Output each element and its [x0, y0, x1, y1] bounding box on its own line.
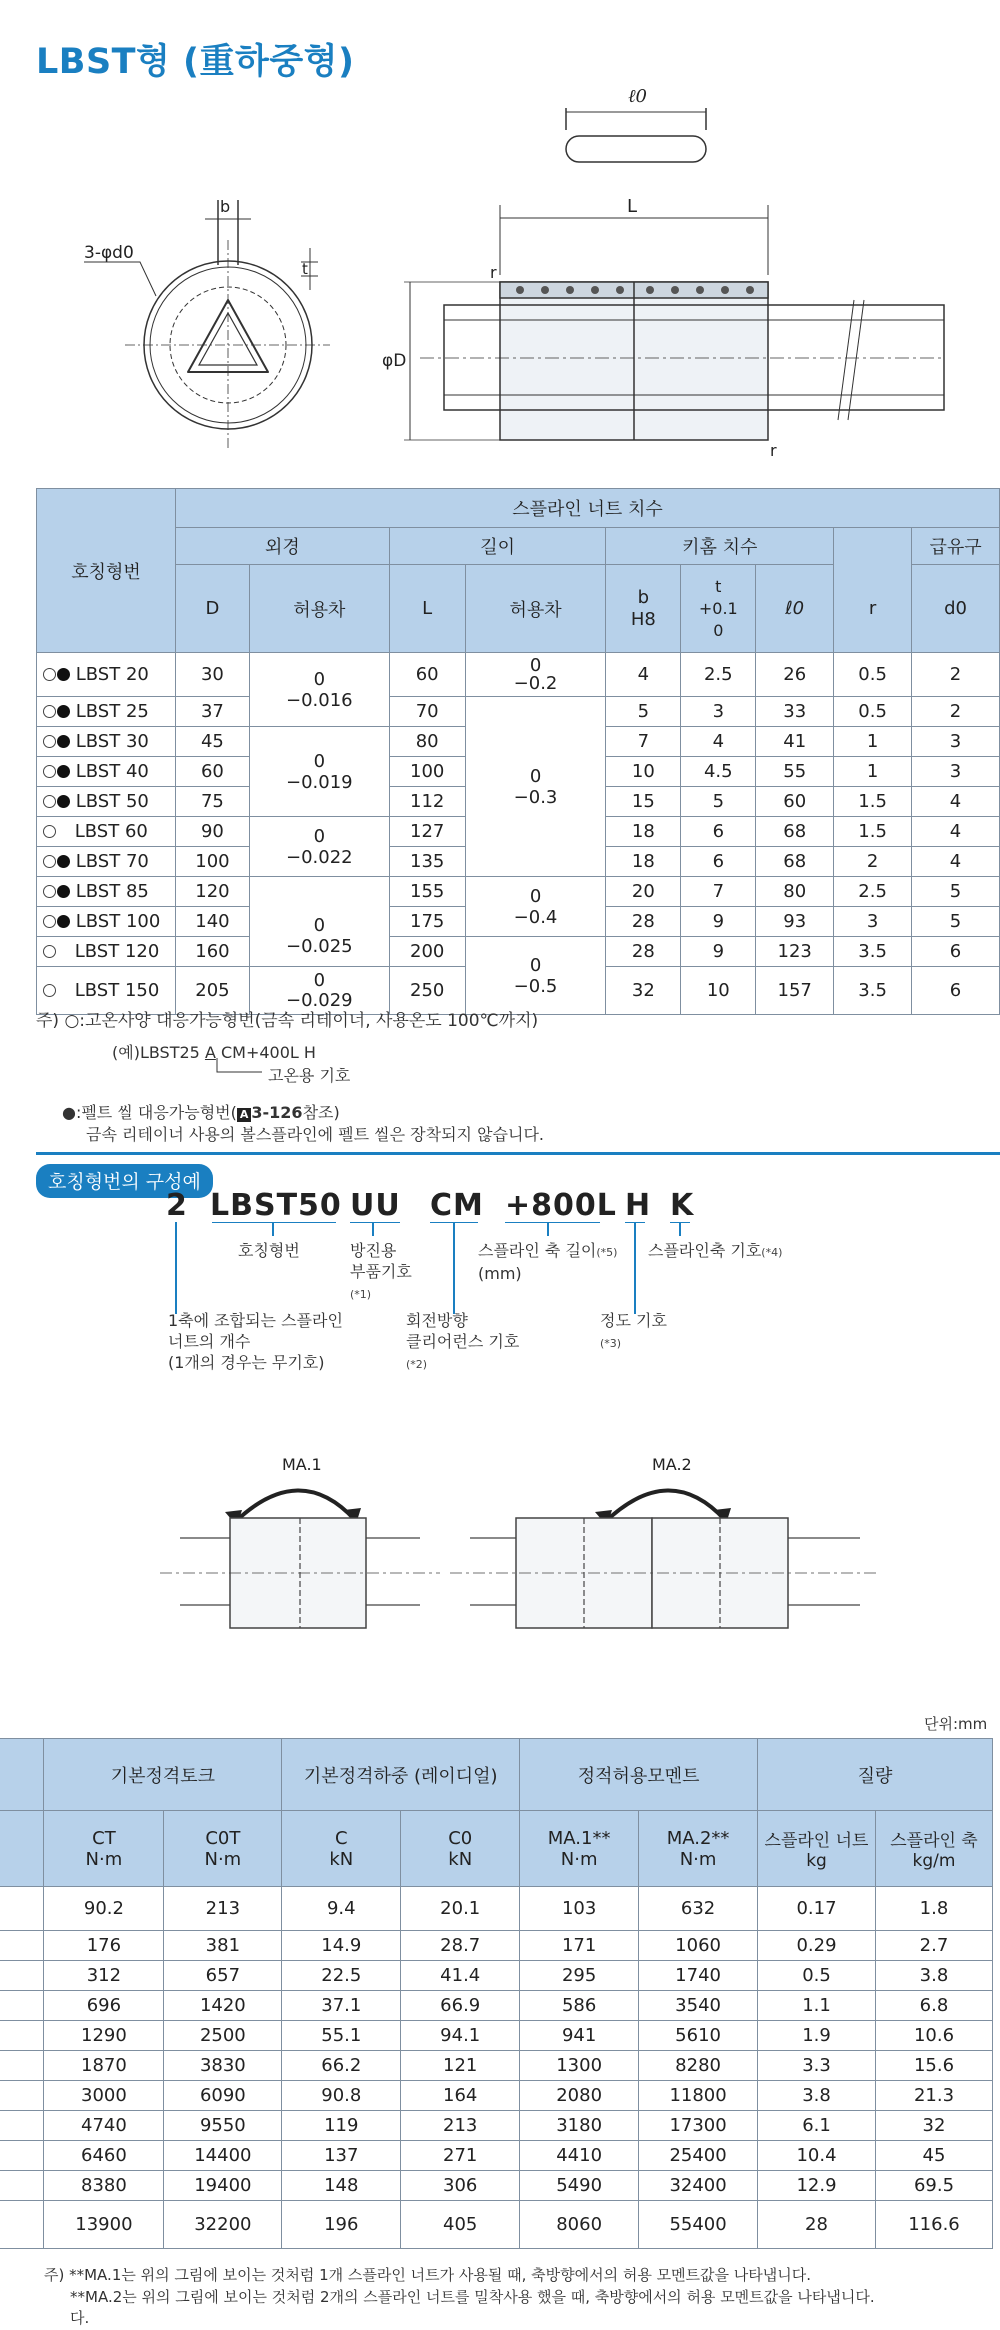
table-cell: 3180 [520, 2111, 639, 2141]
table-cell: 14400 [164, 2141, 282, 2171]
table-row [0, 2171, 993, 2201]
table-row [0, 2201, 993, 2249]
page-title: LBST형 (重하중형) [36, 42, 355, 82]
note-felt: ●:펠트 씰 대응가능형번( A 3-126참조) [62, 1103, 340, 1122]
col-MA2: MA.2** N·m [639, 1811, 758, 1887]
table-cell: 271 [401, 2141, 520, 2171]
table-cell: 37.1 [282, 1991, 401, 2021]
table-cell: 657 [164, 1961, 282, 1991]
row-spacer [0, 2141, 44, 2171]
holes-label: 3-φd0 [84, 243, 134, 263]
table-cell: 381 [164, 1931, 282, 1961]
table-row: LBST 40 60 100 10 4.5 55 1 3 [37, 757, 1000, 787]
table-row: LBST 100 140 0 −0.025 175 28 9 93 3 5 [37, 907, 1000, 937]
table-cell: 196 [282, 2201, 401, 2249]
table-cell: 90.2 [44, 1887, 164, 1931]
col-MA1: MA.1** N·m [520, 1811, 639, 1887]
label-count: 1축에 조합되는 스플라인 너트의 개수 (1개의 경우는 무기호) [168, 1311, 343, 1372]
table-cell: 213 [164, 1887, 282, 1931]
label-length: 스플라인 축 길이(*5) (mm) [478, 1241, 618, 1283]
table-cell: 1060 [639, 1931, 758, 1961]
label-model: 호칭형번 [238, 1241, 300, 1260]
table-cell: 6.8 [875, 1991, 992, 2021]
r-top-label: r [490, 263, 497, 282]
row-spacer [0, 2051, 44, 2081]
table-row [0, 1887, 993, 1931]
table-cell: 8060 [520, 2201, 639, 2249]
row-spacer [0, 2171, 44, 2201]
table-cell: 8380 [44, 2171, 164, 2201]
table-cell: 21.3 [875, 2081, 992, 2111]
ref-a-icon: A [237, 1108, 252, 1122]
table-cell: 696 [44, 1991, 164, 2021]
table-cell: 55.1 [282, 2021, 401, 2051]
phiD-label: φD [382, 351, 407, 371]
table-row [0, 2111, 993, 2141]
row-spacer [0, 2201, 44, 2249]
table-row: LBST 60 90 0 −0.022 127 18 6 68 1.5 4 [37, 817, 1000, 847]
t-label: t [302, 260, 308, 278]
group-od: 외경 [175, 528, 389, 565]
moment-diagrams [0, 1440, 1000, 1630]
header-group: 스플라인 너트 치수 [175, 489, 999, 528]
table-cell: 41.4 [401, 1961, 520, 1991]
table-cell: 121 [401, 2051, 520, 2081]
unit-label: 단위:mm [924, 1715, 988, 1733]
tol-D-cell: 0 −0.029 [249, 967, 389, 1015]
table-cell: 0.5 [758, 1961, 876, 1991]
table-row [0, 2141, 993, 2171]
code-model: LBST50 [210, 1188, 342, 1223]
table-cell: 2500 [164, 2021, 282, 2051]
table-cell: 3000 [44, 2081, 164, 2111]
table-cell: 306 [401, 2171, 520, 2201]
table-cell: 9.4 [282, 1887, 401, 1931]
r-bottom-label: r [770, 441, 777, 460]
col-l0: ℓ0 [756, 565, 834, 653]
table-row: LBST 25 37 70 0 −0.3 5 3 33 0.5 2 [37, 697, 1000, 727]
table-cell: 213 [401, 2111, 520, 2141]
table-cell: 1300 [520, 2051, 639, 2081]
table-cell: 22.5 [282, 1961, 401, 1991]
L-label: L [627, 196, 638, 217]
table-row: LBST 20 30 0 −0.016 60 0 −0.2 4 2.5 26 0.5 2 [37, 653, 1000, 697]
table-cell: 941 [520, 2021, 639, 2051]
table-cell: 4740 [44, 2111, 164, 2141]
model-cell: LBST 20 [37, 653, 176, 697]
row-spacer [0, 1961, 44, 1991]
table-cell: 148 [282, 2171, 401, 2201]
table-cell: 8280 [639, 2051, 758, 2081]
table-cell: 1290 [44, 2021, 164, 2051]
table-cell: 17300 [639, 2111, 758, 2141]
group-oil: 급유구 [912, 528, 1000, 565]
table-cell: 1420 [164, 1991, 282, 2021]
table-row: LBST 30 45 0 −0.019 80 7 4 41 1 3 [37, 727, 1000, 757]
row-spacer [0, 1931, 44, 1961]
note-high-temp: 주) ○:고온사양 대응가능형번(금속 리테이너, 사용온도 100℃까지) [36, 1011, 539, 1031]
code-length: +800L [505, 1188, 617, 1223]
table-cell: 11800 [639, 2081, 758, 2111]
row-spacer [0, 2021, 44, 2051]
table-cell: 3540 [639, 1991, 758, 2021]
table-cell: 90.8 [282, 2081, 401, 2111]
col-D: D [175, 565, 249, 653]
table-cell: 28.7 [401, 1931, 520, 1961]
table-cell: 12.9 [758, 2171, 876, 2201]
table-cell: 312 [44, 1961, 164, 1991]
spec-table [36, 488, 1000, 1015]
moment-ma1-label: MA.1 [282, 1455, 322, 1474]
code-accuracy: H [625, 1188, 652, 1223]
example-label: 고온용 기호 [268, 1066, 351, 1085]
table-row [0, 2081, 993, 2111]
table-cell: 69.5 [875, 2171, 992, 2201]
label-accuracy: 정도 기호 (*3) [600, 1311, 667, 1350]
table-cell: 25400 [639, 2141, 758, 2171]
table-cell: 45 [875, 2141, 992, 2171]
table-cell: 6.1 [758, 2111, 876, 2141]
table-cell: 5490 [520, 2171, 639, 2201]
table-row [0, 1931, 993, 1961]
tol-L-cell: 0 −0.2 [465, 653, 606, 697]
table-cell: 0.29 [758, 1931, 876, 1961]
code-seal: UU [350, 1188, 401, 1223]
tol-D-cell: 0 −0.019 [249, 727, 389, 817]
table-cell: 10.4 [758, 2141, 876, 2171]
spec-table-body [37, 653, 1000, 1015]
row-spacer [0, 1887, 44, 1931]
table-row: LBST 70 100 135 18 6 68 2 4 [37, 847, 1000, 877]
group-static-moment: 정적허용모멘트 [520, 1739, 758, 1811]
group-length: 길이 [389, 528, 606, 565]
table-cell: 171 [520, 1931, 639, 1961]
section-rule [36, 1152, 1000, 1155]
note-example: (예)LBST25 A CM+400L H [112, 1043, 316, 1062]
tol-D-cell: 0 −0.025 [249, 907, 389, 967]
table-cell: 1870 [44, 2051, 164, 2081]
col-D-tol: 허용차 [249, 565, 389, 653]
col-C: C kN [282, 1811, 401, 1887]
tol-D-cell: 0 −0.016 [249, 653, 389, 727]
table-cell: 1.9 [758, 2021, 876, 2051]
group-keyway: 키홈 치수 [606, 528, 834, 565]
table-row [0, 1961, 993, 1991]
table-row [0, 2051, 993, 2081]
label-shaft: 스플라인축 기호(*4) [648, 1241, 783, 1260]
table-cell: 94.1 [401, 2021, 520, 2051]
table-cell: 32400 [639, 2171, 758, 2201]
table-cell: 32200 [164, 2201, 282, 2249]
col-d0: d0 [912, 565, 1000, 653]
table-cell: 1.1 [758, 1991, 876, 2021]
table-cell: 6090 [164, 2081, 282, 2111]
row-spacer [0, 2081, 44, 2111]
table-cell: 1740 [639, 1961, 758, 1991]
table-cell: 10.6 [875, 2021, 992, 2051]
table-cell: 3.8 [875, 1961, 992, 1991]
note-felt-line2: 금속 리테이너 사용의 볼스플라인에 펠트 씰은 장착되지 않습니다. [86, 1125, 545, 1144]
col-L: L [389, 565, 465, 653]
table-cell: 6460 [44, 2141, 164, 2171]
code-clearance: CM [430, 1188, 484, 1223]
col-shaft-mass: 스플라인 축 kg/m [875, 1811, 992, 1887]
tol-D-cell: 0 −0.022 [249, 817, 389, 877]
group-torque: 기본정격토크 [44, 1739, 282, 1811]
tol-L-cell: 0 −0.5 [465, 937, 606, 1015]
col-CT: CT N·m [44, 1811, 164, 1887]
table-cell: 176 [44, 1931, 164, 1961]
model-header: 호칭형번 [37, 489, 176, 653]
table-cell: 9550 [164, 2111, 282, 2141]
table-cell: 4410 [520, 2141, 639, 2171]
footnote-ma1: 주) **MA.1는 위의 그림에 보이는 것처럼 1개 스플라인 너트가 사용될 때, 축방향에서의 허용 모멘트값을 나타냅니다. [44, 2266, 812, 2284]
col-C0: C0 kN [401, 1811, 520, 1887]
col-C0T: C0T N·m [164, 1811, 282, 1887]
table-cell: 2.7 [875, 1931, 992, 1961]
table-cell: 3.8 [758, 2081, 876, 2111]
col-nut-mass: 스플라인 너트 kg [758, 1811, 876, 1887]
table-cell: 586 [520, 1991, 639, 2021]
code-count: 2 [166, 1188, 188, 1223]
rating-table [0, 1738, 993, 2249]
table-row: LBST 120 160 200 0 −0.5 28 9 123 3.5 6 [37, 937, 1000, 967]
col-t: t +0.1 0 [681, 565, 756, 653]
table-cell: 3830 [164, 2051, 282, 2081]
nut-dimension-drawing [0, 70, 1000, 470]
table-cell: 66.9 [401, 1991, 520, 2021]
table-row: LBST 85 120 155 0 −0.4 20 7 80 2.5 5 [37, 877, 1000, 907]
table-cell: 1.8 [875, 1887, 992, 1931]
table-cell: 116.6 [875, 2201, 992, 2249]
col-L-tol: 허용차 [465, 565, 606, 653]
table-cell: 103 [520, 1887, 639, 1931]
group-radial-load: 기본정격하중 (레이디얼) [282, 1739, 520, 1811]
col-r: r [834, 565, 912, 653]
l0-label: ℓ0 [628, 86, 647, 107]
table-cell: 632 [639, 1887, 758, 1931]
label-clearance: 회전방향 클리어런스 기호 (*2) [406, 1311, 520, 1371]
table-cell: 55400 [639, 2201, 758, 2249]
footnote-cont: 다. [70, 2309, 90, 2327]
col-b: b H8 [606, 565, 681, 653]
group-mass: 질량 [758, 1739, 993, 1811]
section-title: 호칭형번의 구성예 [36, 1164, 213, 1198]
table-cell: 15.6 [875, 2051, 992, 2081]
table-cell: 5610 [639, 2021, 758, 2051]
table-row [0, 2021, 993, 2051]
table-row: LBST 150 205 0 −0.029 250 32 10 157 3.5 6 [37, 967, 1000, 1015]
table-row: LBST 50 75 112 15 5 60 1.5 4 [37, 787, 1000, 817]
example-pointer [0, 1054, 300, 1084]
moment-ma2-label: MA.2 [652, 1455, 692, 1474]
label-seal: 방진용 부품기호 (*1) [350, 1241, 412, 1301]
row-spacer [0, 1991, 44, 2021]
b-label: b [220, 197, 231, 216]
code-shaft: K [670, 1188, 695, 1223]
table-cell: 20.1 [401, 1887, 520, 1931]
rating-table-body [0, 1887, 993, 2249]
table-cell: 2080 [520, 2081, 639, 2111]
table-cell: 3.3 [758, 2051, 876, 2081]
table-cell: 0.17 [758, 1887, 876, 1931]
table-cell: 14.9 [282, 1931, 401, 1961]
table-row [0, 1991, 993, 2021]
table-cell: 295 [520, 1961, 639, 1991]
row-spacer [0, 2111, 44, 2141]
table-cell: 19400 [164, 2171, 282, 2201]
table-cell: 405 [401, 2201, 520, 2249]
table-cell: 28 [758, 2201, 876, 2249]
tol-L-cell: 0 −0.3 [465, 697, 606, 877]
table-cell: 119 [282, 2111, 401, 2141]
tol-L-cell: 0 −0.4 [465, 877, 606, 937]
table-cell: 13900 [44, 2201, 164, 2249]
table-cell: 66.2 [282, 2051, 401, 2081]
table-cell: 32 [875, 2111, 992, 2141]
table-cell: 137 [282, 2141, 401, 2171]
footnote-ma2: **MA.2는 위의 그림에 보이는 것처럼 2개의 스플라인 너트를 밀착사용 했을 때, 축방향에서의 허용 모멘트값을 나타냅니다. [70, 2288, 875, 2306]
table-cell: 164 [401, 2081, 520, 2111]
